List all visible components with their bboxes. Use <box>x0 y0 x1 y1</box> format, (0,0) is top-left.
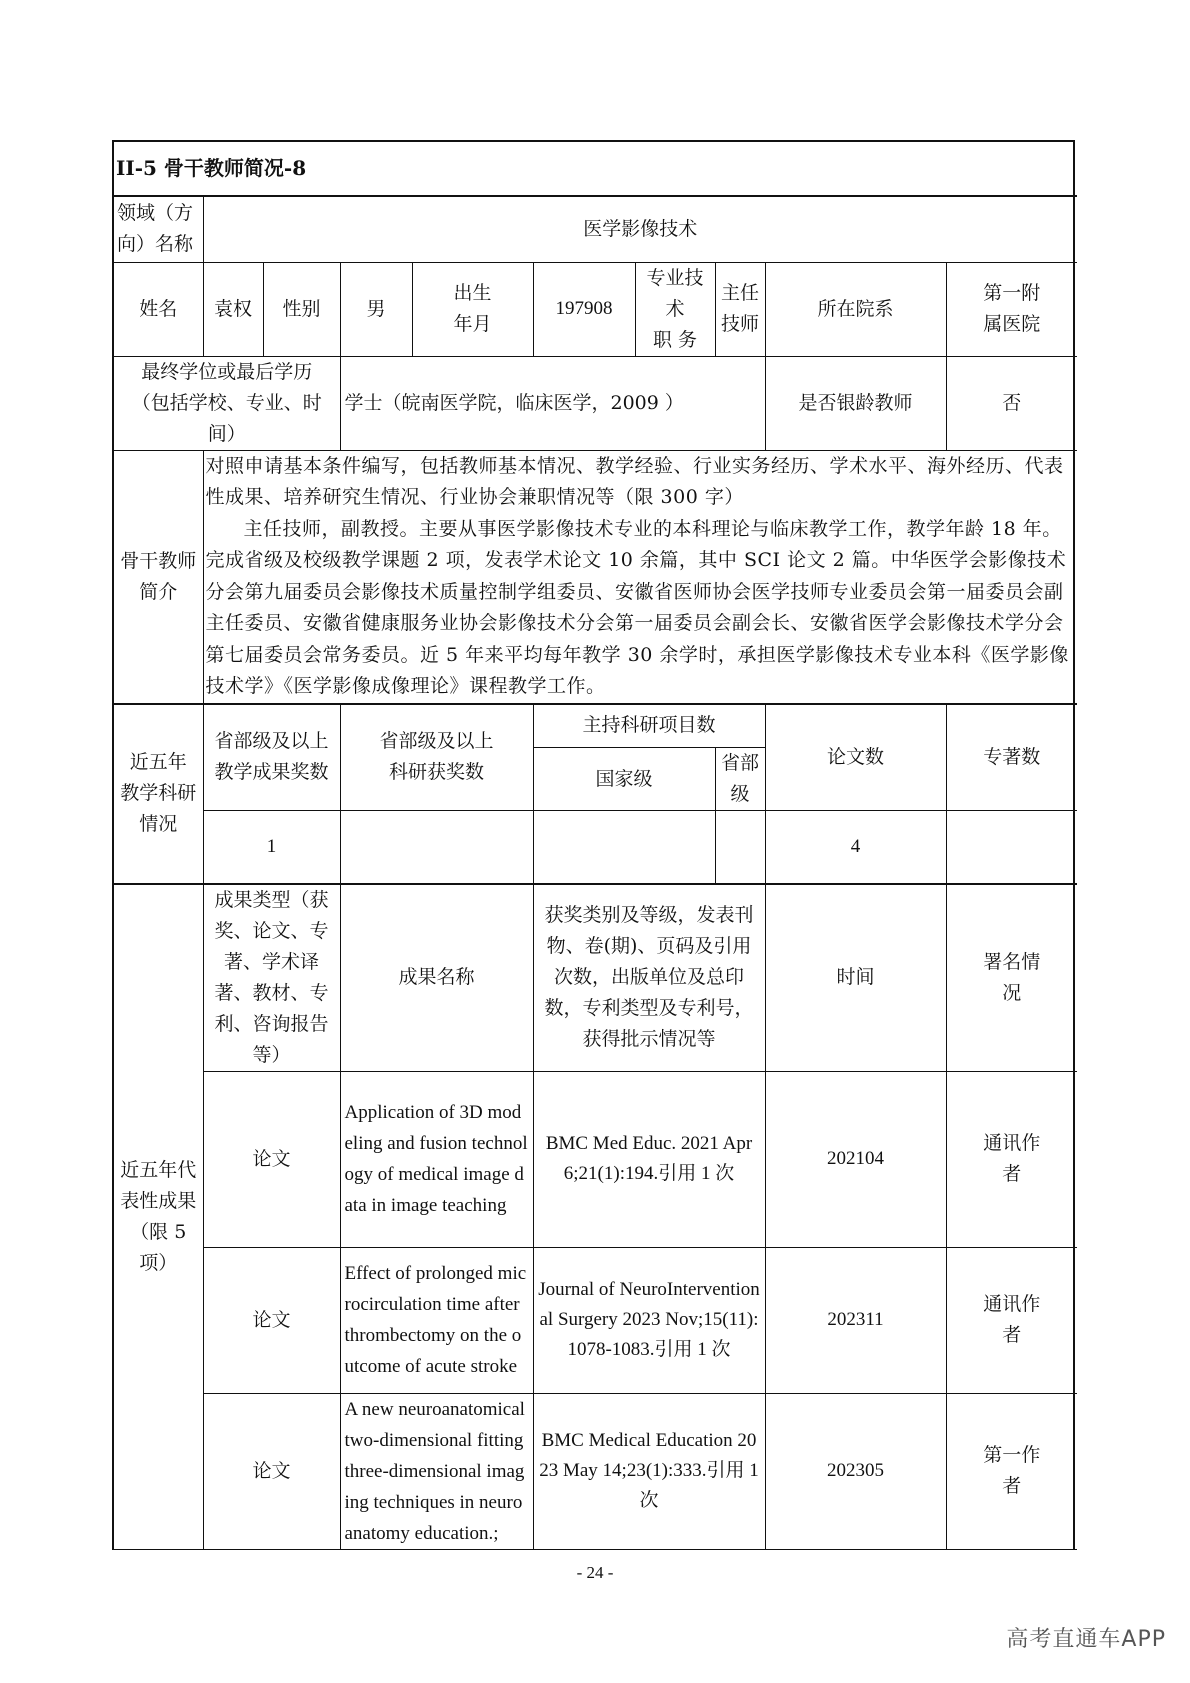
intro-instruction: 对照申请基本条件编写，包括教师基本情况、教学经验、行业实务经历、学术水平、海外经历、代表性成果、培养研究生情况、行业协会兼职情况等（限 300 字） <box>205 454 1064 508</box>
achievement-time: 202305 <box>765 1393 946 1549</box>
research-award-value <box>340 811 533 884</box>
intro-content <box>203 450 1077 704</box>
achievement-name: Application of 3D modeling and fusion technology of medical image data in image teaching <box>340 1071 533 1247</box>
achievement-author: 通讯作 者 <box>946 1071 1077 1247</box>
birth-value: 197908 <box>533 262 635 356</box>
books-value <box>946 811 1077 884</box>
research-award-header: 省部级及以上 科研获奖数 <box>340 704 533 811</box>
silver-value: 否 <box>946 356 1077 450</box>
gender-value: 男 <box>340 262 412 356</box>
achievement-type: 论文 <box>203 1071 340 1247</box>
intro-body: 主任技师，副教授。主要从事医学影像技术专业的本科理论与临床教学工作，教学年龄 18 年。完成省级及校级教学课题 2 项，发表学术论文 10 余篇，其中 SCI 论文 2 篇。中华医学会影像技术分会第九届委员会影像技术质量控制学组委员、安徽省医师协会医学技师专业委员会第一届委员会副主任委员、安徽省健康服务业协会影像技术分会第一届委员会副会长、安徽省医学会影像技术学分会第七届委员会常务委员。近 5 年来平均每年教学 30 余学时，承担医学影像技术专业本科《医学影像技术学》《医学影像成像理论》课程教学工作。 <box>205 517 1069 697</box>
teaching-award-header: 省部级及以上 教学成果奖数 <box>203 704 340 811</box>
dept-value: 第一附 属医院 <box>946 262 1077 356</box>
teacher-profile-form <box>112 140 1075 1550</box>
title-label: 专业技术 职 务 <box>635 262 715 356</box>
field-value: 医学影像技术 <box>203 196 1077 262</box>
type-header: 成果类型（获奖、论文、专著、学术译著、教材、专利、咨询报告等） <box>203 884 340 1072</box>
author-header: 署名情 况 <box>946 884 1077 1072</box>
achievement-type: 论文 <box>203 1393 340 1549</box>
profile-table <box>114 142 1077 1550</box>
birth-label: 出生 年月 <box>412 262 533 356</box>
papers-header: 论文数 <box>765 704 946 811</box>
name-value: 袁权 <box>203 262 263 356</box>
teaching-award-value: 1 <box>203 811 340 884</box>
provincial-value <box>715 811 765 884</box>
achievement-time: 202104 <box>765 1071 946 1247</box>
section-title: II-5 骨干教师简况-8 <box>114 142 1077 196</box>
title-value: 主任 技师 <box>715 262 765 356</box>
achievement-author: 通讯作 者 <box>946 1247 1077 1393</box>
degree-label: 最终学位或最后学历（包括学校、专业、时间） <box>114 356 340 450</box>
field-label: 领域（方向）名称 <box>114 196 203 262</box>
provincial-header: 省部级 <box>715 748 765 811</box>
time-header: 时间 <box>765 884 946 1072</box>
achievement-type: 论文 <box>203 1247 340 1393</box>
achievement-row <box>114 1393 1077 1549</box>
achievement-row <box>114 1247 1077 1393</box>
name-label: 姓名 <box>114 262 203 356</box>
silver-label: 是否银龄教师 <box>765 356 946 450</box>
national-value <box>533 811 715 884</box>
achievement-detail: BMC Med Educ. 2021 Apr 6;21(1):194.引用 1 次 <box>533 1071 765 1247</box>
projects-header: 主持科研项目数 <box>533 704 765 748</box>
gender-label: 性别 <box>263 262 340 356</box>
app-watermark: 高考直通车APP <box>1006 1627 1166 1652</box>
papers-value: 4 <box>765 811 946 884</box>
dept-label: 所在院系 <box>765 262 946 356</box>
books-header: 专著数 <box>946 704 1077 811</box>
achievement-detail: BMC Medical Education 2023 May 14;23(1):333.引用 1 次 <box>533 1393 765 1549</box>
achievement-name: A new neuroanatomical two-dimensional fitting three-dimensional imaging techniques in neuroanatomy education.; <box>340 1393 533 1549</box>
achievements-label: 近五年代 表性成果 （限 5 项） <box>114 884 203 1550</box>
research-label: 近五年 教学科研 情况 <box>114 704 203 884</box>
achievement-name: Effect of prolonged microcirculation time after thrombectomy on the outcome of acute stroke <box>340 1247 533 1393</box>
achievement-author: 第一作 者 <box>946 1393 1077 1549</box>
achievement-time: 202311 <box>765 1247 946 1393</box>
name-header: 成果名称 <box>340 884 533 1072</box>
degree-value: 学士（皖南医学院，临床医学，2009 ） <box>340 356 765 450</box>
detail-header: 获奖类别及等级，发表刊物、卷(期)、页码及引用次数，出版单位及总印数，专利类型及专利号，获得批示情况等 <box>533 884 765 1072</box>
page-number: - 24 - <box>576 1563 614 1582</box>
achievement-detail: Journal of NeuroInterventional Surgery 2023 Nov;15(11):1078-1083.引用 1 次 <box>533 1247 765 1393</box>
achievement-row <box>114 1071 1077 1247</box>
intro-label: 骨干教师 简介 <box>114 450 203 704</box>
national-header: 国家级 <box>533 748 715 811</box>
